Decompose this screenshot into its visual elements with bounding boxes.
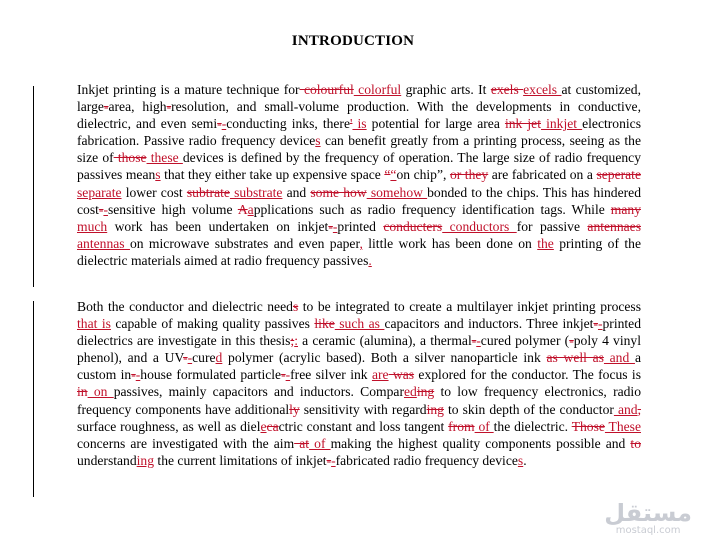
body-text: can benefit greatly from a printing process, seeing as the size of — [77, 133, 641, 166]
deleted-text: subtrate — [186, 184, 230, 200]
body-text: to be integrated to create a multilayer inkjet printing process — [298, 299, 642, 314]
deleted-text: from — [448, 418, 475, 434]
body-text: devices is defined by the frequency of operation. The large size of radio frequency passives mean — [77, 150, 642, 183]
inserted-text: a — [247, 201, 254, 217]
inserted-text: - — [476, 333, 481, 349]
body-text: capable of making quality passives — [110, 316, 315, 332]
inserted-text: of — [474, 418, 494, 434]
deleted-text: - — [131, 367, 136, 383]
deleted-text: ' — [350, 116, 353, 132]
inserted-text: inkjet — [541, 116, 583, 132]
body-text: area, high — [108, 99, 167, 115]
deleted-text: ing — [426, 401, 444, 417]
inserted-text: s — [155, 167, 161, 183]
deleted-text: Those — [571, 418, 605, 434]
inserted-text: colorful — [353, 82, 402, 97]
body-text: a ceramic (alumina), a thermal — [297, 333, 472, 349]
body-text: Both the conductor and dielectric need — [77, 299, 293, 314]
deleted-text: antennaes — [587, 218, 641, 234]
inserted-text: such as — [334, 316, 385, 332]
deleted-text: at — [294, 435, 310, 451]
body-text: pplications such as radio frequency identification tags. While — [253, 201, 611, 217]
body-text: concerns are investigated with the aim — [77, 435, 295, 451]
deleted-text: ing — [416, 384, 435, 400]
inserted-text: that is — [77, 316, 111, 332]
inserted-text: These — [604, 418, 641, 434]
inserted-text: and — [613, 401, 638, 417]
body-text: capacitors and inductors. Three inkjet — [384, 316, 594, 332]
body-text: lower cost — [121, 184, 187, 200]
inserted-text: is — [352, 116, 367, 132]
body-text: the current limitations of inkjet — [154, 452, 327, 468]
deleted-text: “ — [384, 167, 391, 183]
deleted-text: - — [183, 350, 188, 366]
deleted-text: as well as — [546, 350, 604, 366]
change-bar-left — [33, 301, 34, 497]
change-bar-left — [33, 86, 34, 287]
inserted-text: conductors — [442, 218, 517, 234]
section-heading: INTRODUCTION — [291, 33, 415, 49]
body-text: to skin depth of the conductor — [443, 401, 614, 417]
deleted-text: - — [98, 201, 104, 217]
inserted-text: are — [371, 367, 389, 383]
body-text: that they either take up expensive space — [160, 167, 385, 183]
deleted-text: like — [314, 316, 335, 332]
body-text: potential for large area — [366, 116, 505, 132]
body-text: printed dielectrics are investigate in this thesis — [77, 316, 642, 349]
body-text: printed — [337, 218, 384, 234]
body-text: poly 4 vinyl phenol), and a UV — [77, 333, 641, 366]
inserted-text: : — [294, 333, 298, 349]
inserted-text: antennas — [77, 235, 130, 251]
inserted-text: excels — [523, 82, 562, 97]
body-text: sensitive high volume — [107, 201, 238, 217]
inserted-text: on — [87, 384, 114, 400]
deleted-text: - — [569, 333, 574, 349]
inserted-text: - — [187, 350, 193, 366]
inserted-text: the — [537, 235, 554, 251]
deleted-text: - — [103, 99, 109, 115]
body-text: conducting inks, there — [226, 116, 350, 132]
inserted-text: and — [603, 350, 635, 366]
inserted-text: , — [359, 235, 363, 251]
inserted-text: - — [597, 316, 603, 332]
inserted-text: - — [103, 201, 108, 217]
body-text: polymer (acrylic based). Both a silver nanoparticle ink — [222, 350, 547, 366]
deleted-text: A — [237, 201, 248, 217]
body-text: cure — [192, 350, 216, 366]
inserted-text: much — [77, 218, 108, 234]
deleted-text: was — [388, 367, 415, 383]
body-text: at customized, large — [77, 82, 641, 115]
body-text: surface roughness, as well as diel — [77, 418, 261, 434]
watermark-logo: مستقل — [604, 499, 692, 527]
deleted-text: conducters — [383, 218, 443, 234]
body-text: for passive — [516, 218, 588, 234]
body-text: . — [523, 452, 527, 468]
deleted-text: those — [113, 150, 147, 166]
deleted-text: in — [77, 384, 88, 400]
body-text: the dielectric. — [493, 418, 572, 434]
body-text: house formulated particle — [140, 367, 282, 383]
deleted-text: to — [630, 435, 641, 451]
deleted-text: - — [281, 367, 286, 383]
deleted-text: , — [637, 401, 641, 417]
body-text: sensitivity with regard — [299, 401, 427, 417]
watermark-url: mostaql.com — [615, 525, 681, 536]
watermark — [604, 501, 692, 537]
inserted-text: - — [332, 218, 338, 234]
paragraph-2 — [77, 298, 641, 469]
deleted-text: - — [328, 218, 333, 234]
body-text: little work has been done on — [362, 235, 538, 251]
body-text: are fabricated on a — [488, 167, 597, 183]
deleted-text: s — [292, 299, 299, 314]
inserted-text: s — [315, 133, 321, 149]
body-text: and — [282, 184, 311, 200]
deleted-text: - — [166, 99, 172, 115]
body-text: explored for the conductor. The focus is — [414, 367, 641, 383]
body-text: to low frequency electronics, radio frequency components have additional — [77, 384, 642, 417]
body-text: bonded to the chips. This has hindered cost — [77, 184, 641, 217]
deleted-text: ly — [289, 401, 300, 417]
inserted-text: e — [260, 418, 267, 434]
deleted-text: - — [217, 116, 222, 132]
deleted-text: ca — [266, 418, 279, 434]
body-text: understand — [77, 452, 137, 468]
inserted-text: - — [331, 452, 336, 468]
inserted-text: these — [146, 150, 183, 166]
inserted-text: - — [135, 367, 141, 383]
inserted-text: d — [215, 350, 223, 366]
body-text: a custom in — [77, 350, 641, 383]
body-text: resolution, and small-volume production. With the developments in conductive, dielectric, and even semi — [77, 99, 641, 132]
inserted-text: . — [368, 252, 372, 268]
body-text: graphic arts. It — [401, 82, 491, 97]
body-text: Inkjet printing is a mature technique for — [77, 82, 300, 97]
body-text: cured polymer ( — [480, 333, 570, 349]
deleted-text: exels — [490, 82, 524, 97]
deleted-text: some how — [310, 184, 367, 200]
body-text: free silver ink — [290, 367, 372, 383]
paragraph-1 — [77, 81, 641, 269]
body-text: ctric constant and loss tangent — [278, 418, 449, 434]
deleted-text: seperate — [596, 167, 641, 183]
inserted-text: ing — [136, 452, 155, 468]
deleted-text: - — [593, 316, 598, 332]
inserted-text: separate — [77, 184, 122, 200]
inserted-text: - — [221, 116, 227, 132]
deleted-text: - — [326, 452, 332, 468]
inserted-text: somehow — [366, 184, 428, 200]
inserted-text: substrate — [229, 184, 283, 200]
body-text: passives, mainly capacitors and inductors. Compar — [113, 384, 404, 400]
body-text: making the highest quality components possible and — [330, 435, 631, 451]
deleted-text: - — [471, 333, 477, 349]
deleted-text: many — [610, 201, 641, 217]
deleted-text: ink jet — [504, 116, 541, 132]
deleted-text: colourful — [299, 82, 354, 97]
deleted-text: ; — [290, 333, 295, 349]
deleted-text: or they — [449, 167, 489, 183]
body-text: printing of the dielectric materials aimed at radio frequency passives — [77, 235, 641, 268]
body-text: electronics fabrication. Passive radio frequency device — [77, 116, 641, 149]
body-text: on microwave substrates and even paper — [129, 235, 360, 251]
inserted-text: s — [517, 452, 524, 468]
body-text: fabricated radio frequency device — [335, 452, 518, 468]
inserted-text: - — [285, 367, 291, 383]
inserted-text: of — [309, 435, 331, 451]
inserted-text: ed — [403, 384, 417, 400]
body-text: work has been undertaken on inkjet — [107, 218, 329, 234]
body-text: on chip”, — [396, 167, 450, 183]
inserted-text: “ — [390, 167, 397, 183]
